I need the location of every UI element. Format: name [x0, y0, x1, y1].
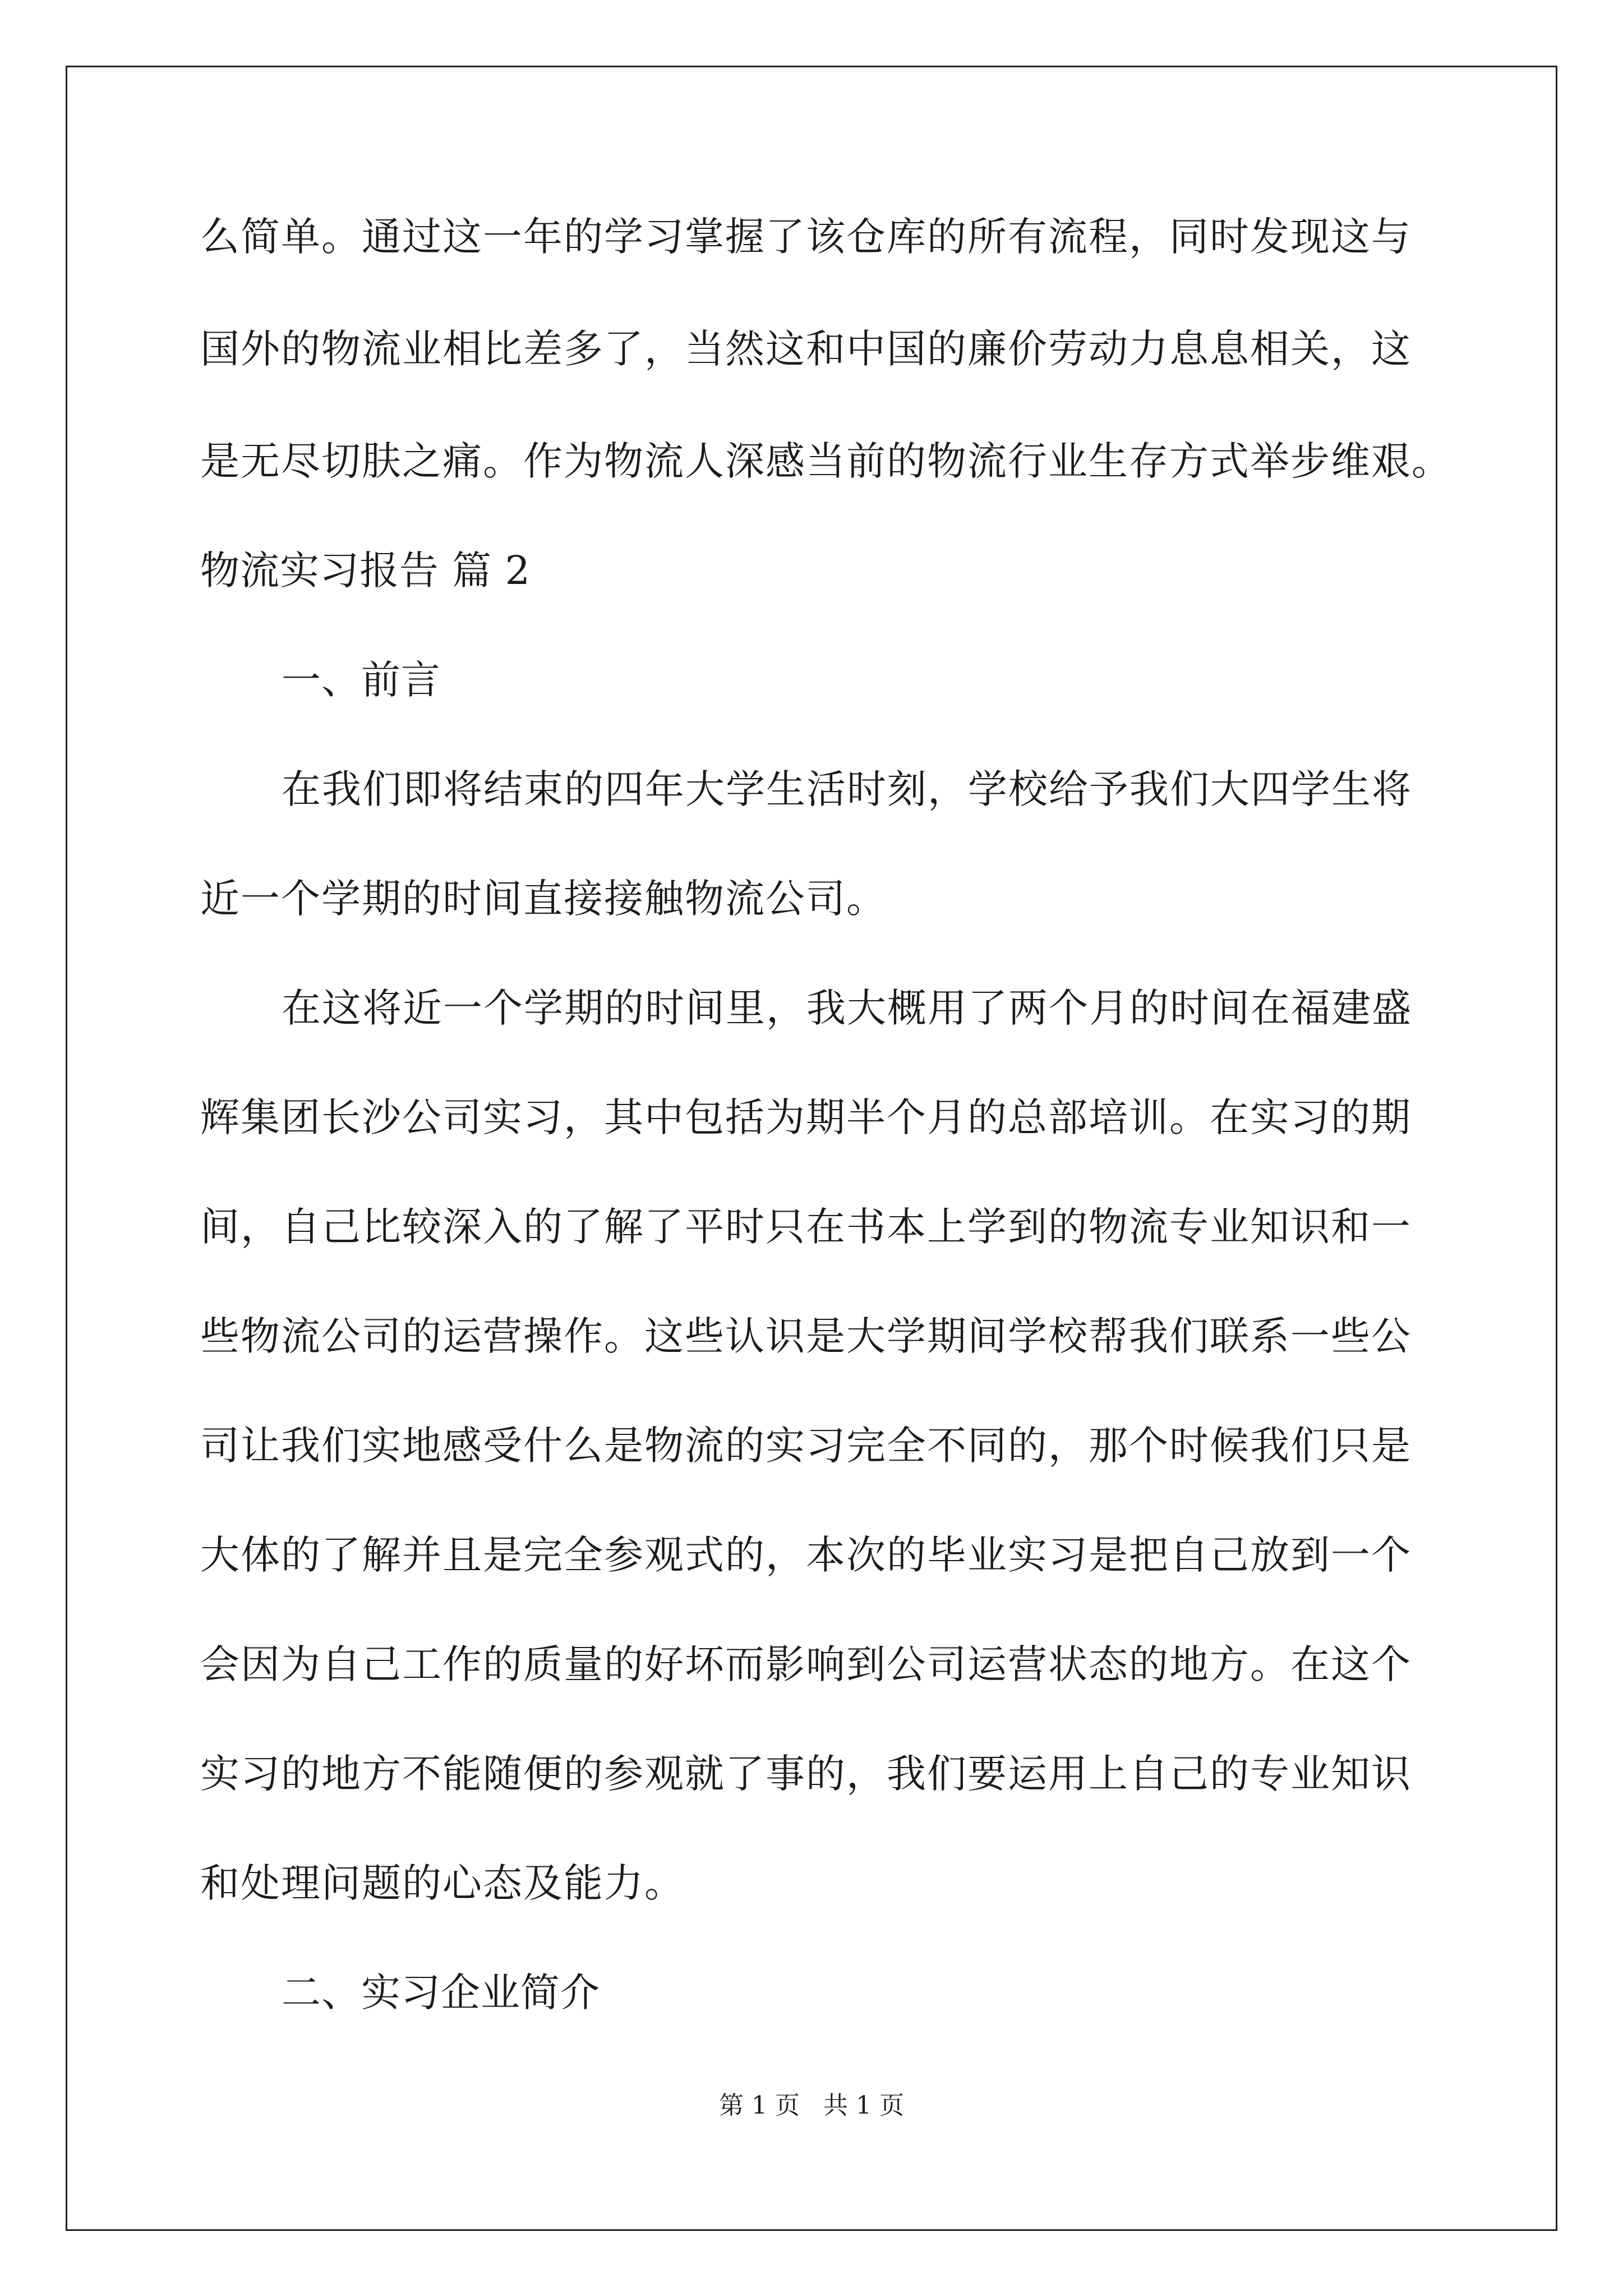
section-heading: 物流实习报告 篇 2: [200, 547, 531, 593]
body-text-line: 间，自己比较深入的了解了平时只在书本上学到的物流专业知识和一: [200, 1204, 1412, 1250]
page-total: 共 1 页: [823, 2091, 904, 2120]
page-number: 第 1 页: [719, 2091, 800, 2120]
body-text-line: 辉集团长沙公司实习，其中包括为期半个月的总部培训。在实习的期: [200, 1094, 1412, 1140]
page-footer: [0, 2089, 1623, 2123]
body-text-line: 会因为自己工作的质量的好坏而影响到公司运营状态的地方。在这个: [200, 1641, 1412, 1687]
body-text-line: 近一个学期的时间直接接触物流公司。: [200, 876, 887, 922]
body-text-line: 国外的物流业相比差多了，当然这和中国的廉价劳动力息息相关，这: [200, 326, 1412, 372]
body-text-line: 么简单。通过这一年的学习掌握了该仓库的所有流程，同时发现这与: [200, 214, 1412, 260]
paragraph-start-line: 在这将近一个学期的时间里，我大概用了两个月的时间在福建盛: [282, 985, 1412, 1031]
body-text-line: 些物流公司的运营操作。这些认识是大学期间学校帮我们联系一些公: [200, 1313, 1412, 1359]
body-text-line: 司让我们实地感受什么是物流的实习完全不同的，那个时候我们只是: [200, 1423, 1412, 1469]
subsection-heading: 二、实习企业简介: [282, 1970, 600, 2016]
body-text-line: 是无尽切肤之痛。作为物流人深感当前的物流行业生存方式举步维艰。: [200, 438, 1452, 484]
body-text-line: 实习的地方不能随便的参观就了事的，我们要运用上自己的专业知识: [200, 1751, 1412, 1797]
paragraph-start-line: 在我们即将结束的四年大学生活时刻，学校给予我们大四学生将: [282, 766, 1412, 812]
body-text-line: 和处理问题的心态及能力。: [200, 1860, 685, 1906]
body-text-line: 大体的了解并且是完全参观式的，本次的毕业实习是把自己放到一个: [200, 1532, 1412, 1578]
subsection-heading: 一、前言: [282, 657, 441, 703]
